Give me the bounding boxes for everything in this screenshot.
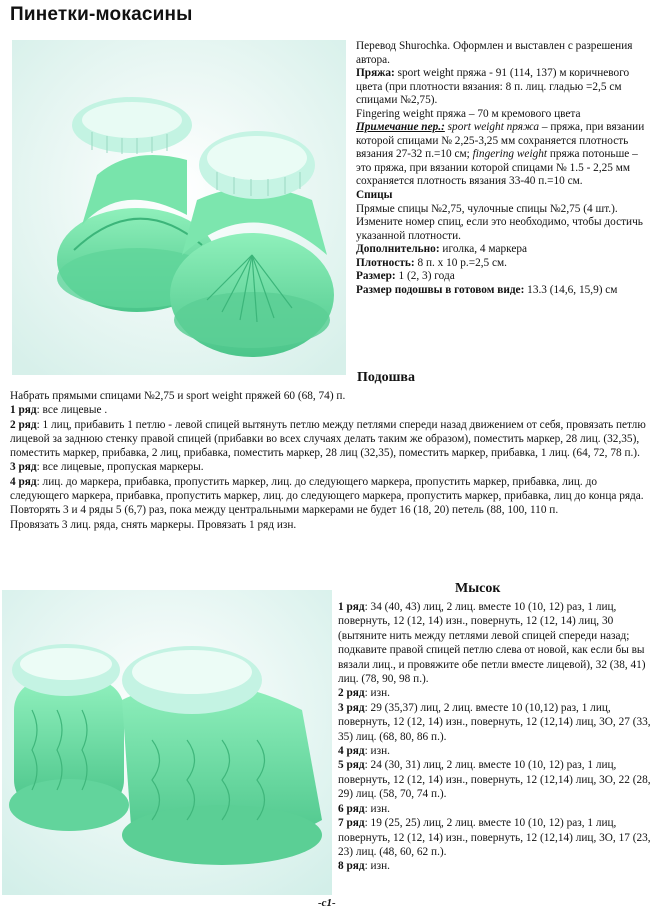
- finish-line: Провязать 3 лиц. ряда, снять маркеры. Провязать 1 ряд изн.: [10, 518, 297, 531]
- sole-size-line: [356, 284, 652, 298]
- row-text: : 24 (30, 31) лиц, 2 лиц. вместе 10 (10, 12) раз, 1 лиц, повернуть, 12 (12, 14) изн., повернуть, 12 (12,14) лиц, 3О, 22 (28, 29) лиц. (58, 70, 74 п.).: [338, 759, 651, 801]
- extra-label: Дополнительно:: [356, 243, 440, 256]
- row-label: 4 ряд: [10, 475, 37, 488]
- sole-size-text: 13.3 (14,6, 15,9) см: [524, 283, 618, 296]
- toe-row: [338, 600, 652, 686]
- remark-label: Примечание пер.:: [356, 121, 445, 134]
- row-text: : изн.: [364, 860, 390, 873]
- density-line: [356, 257, 652, 271]
- remark-text-1: – пряжа, при вязании которой спицами № 2,25-3,25 мм сохраняется плотность вязания 27-32 п.=10 см;: [356, 121, 645, 161]
- page-number: -c1-: [318, 897, 336, 909]
- row-text: : изн.: [364, 745, 390, 758]
- toe-row: [338, 701, 652, 744]
- row-text: : лиц. до маркера, прибавка, пропустить маркер, лиц. до следующего маркера, пропустить маркер, прибавка, лиц. до следующего маркера, прибавка, пропустить маркер, лиц. до следующего маркера, пропустить маркер, прибавка, лиц до конца ряда.: [10, 475, 644, 503]
- toe-row: [338, 802, 652, 816]
- needles-label: Спицы: [356, 189, 393, 202]
- row-text: : все лицевые .: [36, 404, 108, 417]
- sole-size-label: Размер подошвы в готовом виде:: [356, 283, 525, 296]
- translator-note: Перевод Shurochka. Оформлен и выставлен с разрешения автора.: [356, 40, 633, 66]
- sole-row-4: [10, 475, 650, 504]
- row-text: : все лицевые, пропуская маркеры.: [36, 461, 204, 474]
- toe-row: [338, 816, 652, 859]
- page-title: Пинетки-мокасины: [10, 4, 193, 25]
- row-label: 8 ряд: [338, 860, 365, 873]
- booties-photo-bottom: [2, 590, 332, 895]
- size-text: 1 (2, 3) года: [395, 270, 455, 283]
- extra-line: [356, 243, 652, 257]
- yarn-label: Пряжа:: [356, 67, 395, 80]
- row-text: : 34 (40, 43) лиц, 2 лиц. вместе 10 (10, 12) раз, 1 лиц, повернуть, 12 (12, 14) изн., повернуть, 12 (12, 14) лиц, 30 (вытяните нить между петлями левой спицей спереди назад; подкавите правой спицей петлю слева от новой, как если бы вы вязали лиц., и провяжите обе петли вместе лицевой), 32 (38, 41) лиц. (78, 90, 98 п.).: [338, 601, 646, 686]
- toe-heading: Мысок: [455, 581, 501, 596]
- remark-sport: sport weight пряжа: [444, 121, 540, 134]
- translator-remark: [356, 121, 652, 189]
- yarn-text: sport weight пряжа - 91 (114, 137) м коричневого цвета (при плотности вязания: 8 п. лиц. гладью =2,5 см спицами №2,75).: [356, 67, 630, 107]
- row-label: 7 ряд: [338, 817, 365, 830]
- extra-text: иголка, 4 маркера: [439, 243, 528, 256]
- toe-row: [338, 758, 652, 801]
- sole-heading: Подошва: [357, 370, 415, 385]
- toe-instructions: [338, 600, 652, 874]
- yarn-line: [356, 67, 652, 108]
- row-label: 1 ряд: [10, 404, 37, 417]
- booties-photo-top: [12, 40, 346, 375]
- toe-row: [338, 686, 652, 700]
- row-label: 4 ряд: [338, 745, 365, 758]
- row-label: 6 ряд: [338, 802, 365, 815]
- needles-text: Прямые спицы №2,75, чулочные спицы №2,75 (4 шт.). Измените номер спиц, если это необходимо, чтобы достичь указанной плотности.: [356, 202, 643, 242]
- sole-row-1: [10, 403, 650, 417]
- size-line: [356, 270, 652, 284]
- remark-fingering: fingering weight: [472, 148, 548, 161]
- row-text: : изн.: [364, 687, 390, 700]
- intro-block: [356, 40, 652, 297]
- row-label: 2 ряд: [10, 418, 37, 431]
- row-label: 5 ряд: [338, 759, 365, 772]
- row-label: 2 ряд: [338, 687, 365, 700]
- toe-row: [338, 744, 652, 758]
- row-label: 3 ряд: [10, 461, 37, 474]
- remark-text-2: пряжа потоньше – это пряжа, при вязании которой спицами № 1.5 - 2,25 мм сохраняется плотность вязания 33-40 п.=10 см.: [356, 148, 638, 188]
- row-text: : 1 лиц, прибавить 1 петлю - левой спицей вытянуть петлю между петлями спереди назад движением от себя, провязать петлю лицевой за заднюю стенку правой спицей (прибавки во всех случаях делать таким же образом), поместить маркер, 28 лиц. (32,35), поместить маркер, прибавка, 2 лиц, прибавка, поместить маркер, 28 лиц (32,35), поместить маркер, прибавка, 1 лиц. (64, 72, 78 п.).: [10, 418, 646, 460]
- density-label: Плотность:: [356, 256, 415, 269]
- row-text: : 19 (25, 25) лиц, 2 лиц. вместе 10 (10, 12) раз, 1 лиц, повернуть, 12 (12, 14) изн., повернуть, 12 (12,14) лиц, 3О, 17 (23, 23) лиц. (48, 60, 62 п.).: [338, 817, 651, 858]
- fingering-line: Fingering weight пряжа – 70 м кремового цвета: [356, 107, 581, 120]
- row-label: 1 ряд: [338, 601, 365, 613]
- size-label: Размер:: [356, 270, 396, 283]
- row-text: : 29 (35,37) лиц, 2 лиц. вместе 10 (10,12) раз, 1 лиц, повернуть, 12 (12, 14) изн., повернуть, 12 (12,14) лиц, 3О, 27 (33, 35) лиц. (68, 80, 86 п.).: [338, 701, 651, 743]
- sole-row-2: [10, 418, 650, 461]
- row-label: 3 ряд: [338, 701, 365, 714]
- density-text: 8 п. х 10 р.=2,5 см.: [414, 256, 508, 269]
- repeat-line: Повторять 3 и 4 ряды 5 (6,7) раз, пока между центральными маркерами не будет 16 (18, 20) петель (88, 100, 110 п.: [10, 504, 559, 517]
- sole-instructions: [10, 389, 650, 532]
- sole-row-3: [10, 460, 650, 474]
- cast-on-line: Набрать прямыми спицами №2,75 и sport weight пряжей 60 (68, 74) п.: [10, 390, 346, 402]
- toe-row: [338, 859, 652, 873]
- row-text: : изн.: [364, 802, 390, 815]
